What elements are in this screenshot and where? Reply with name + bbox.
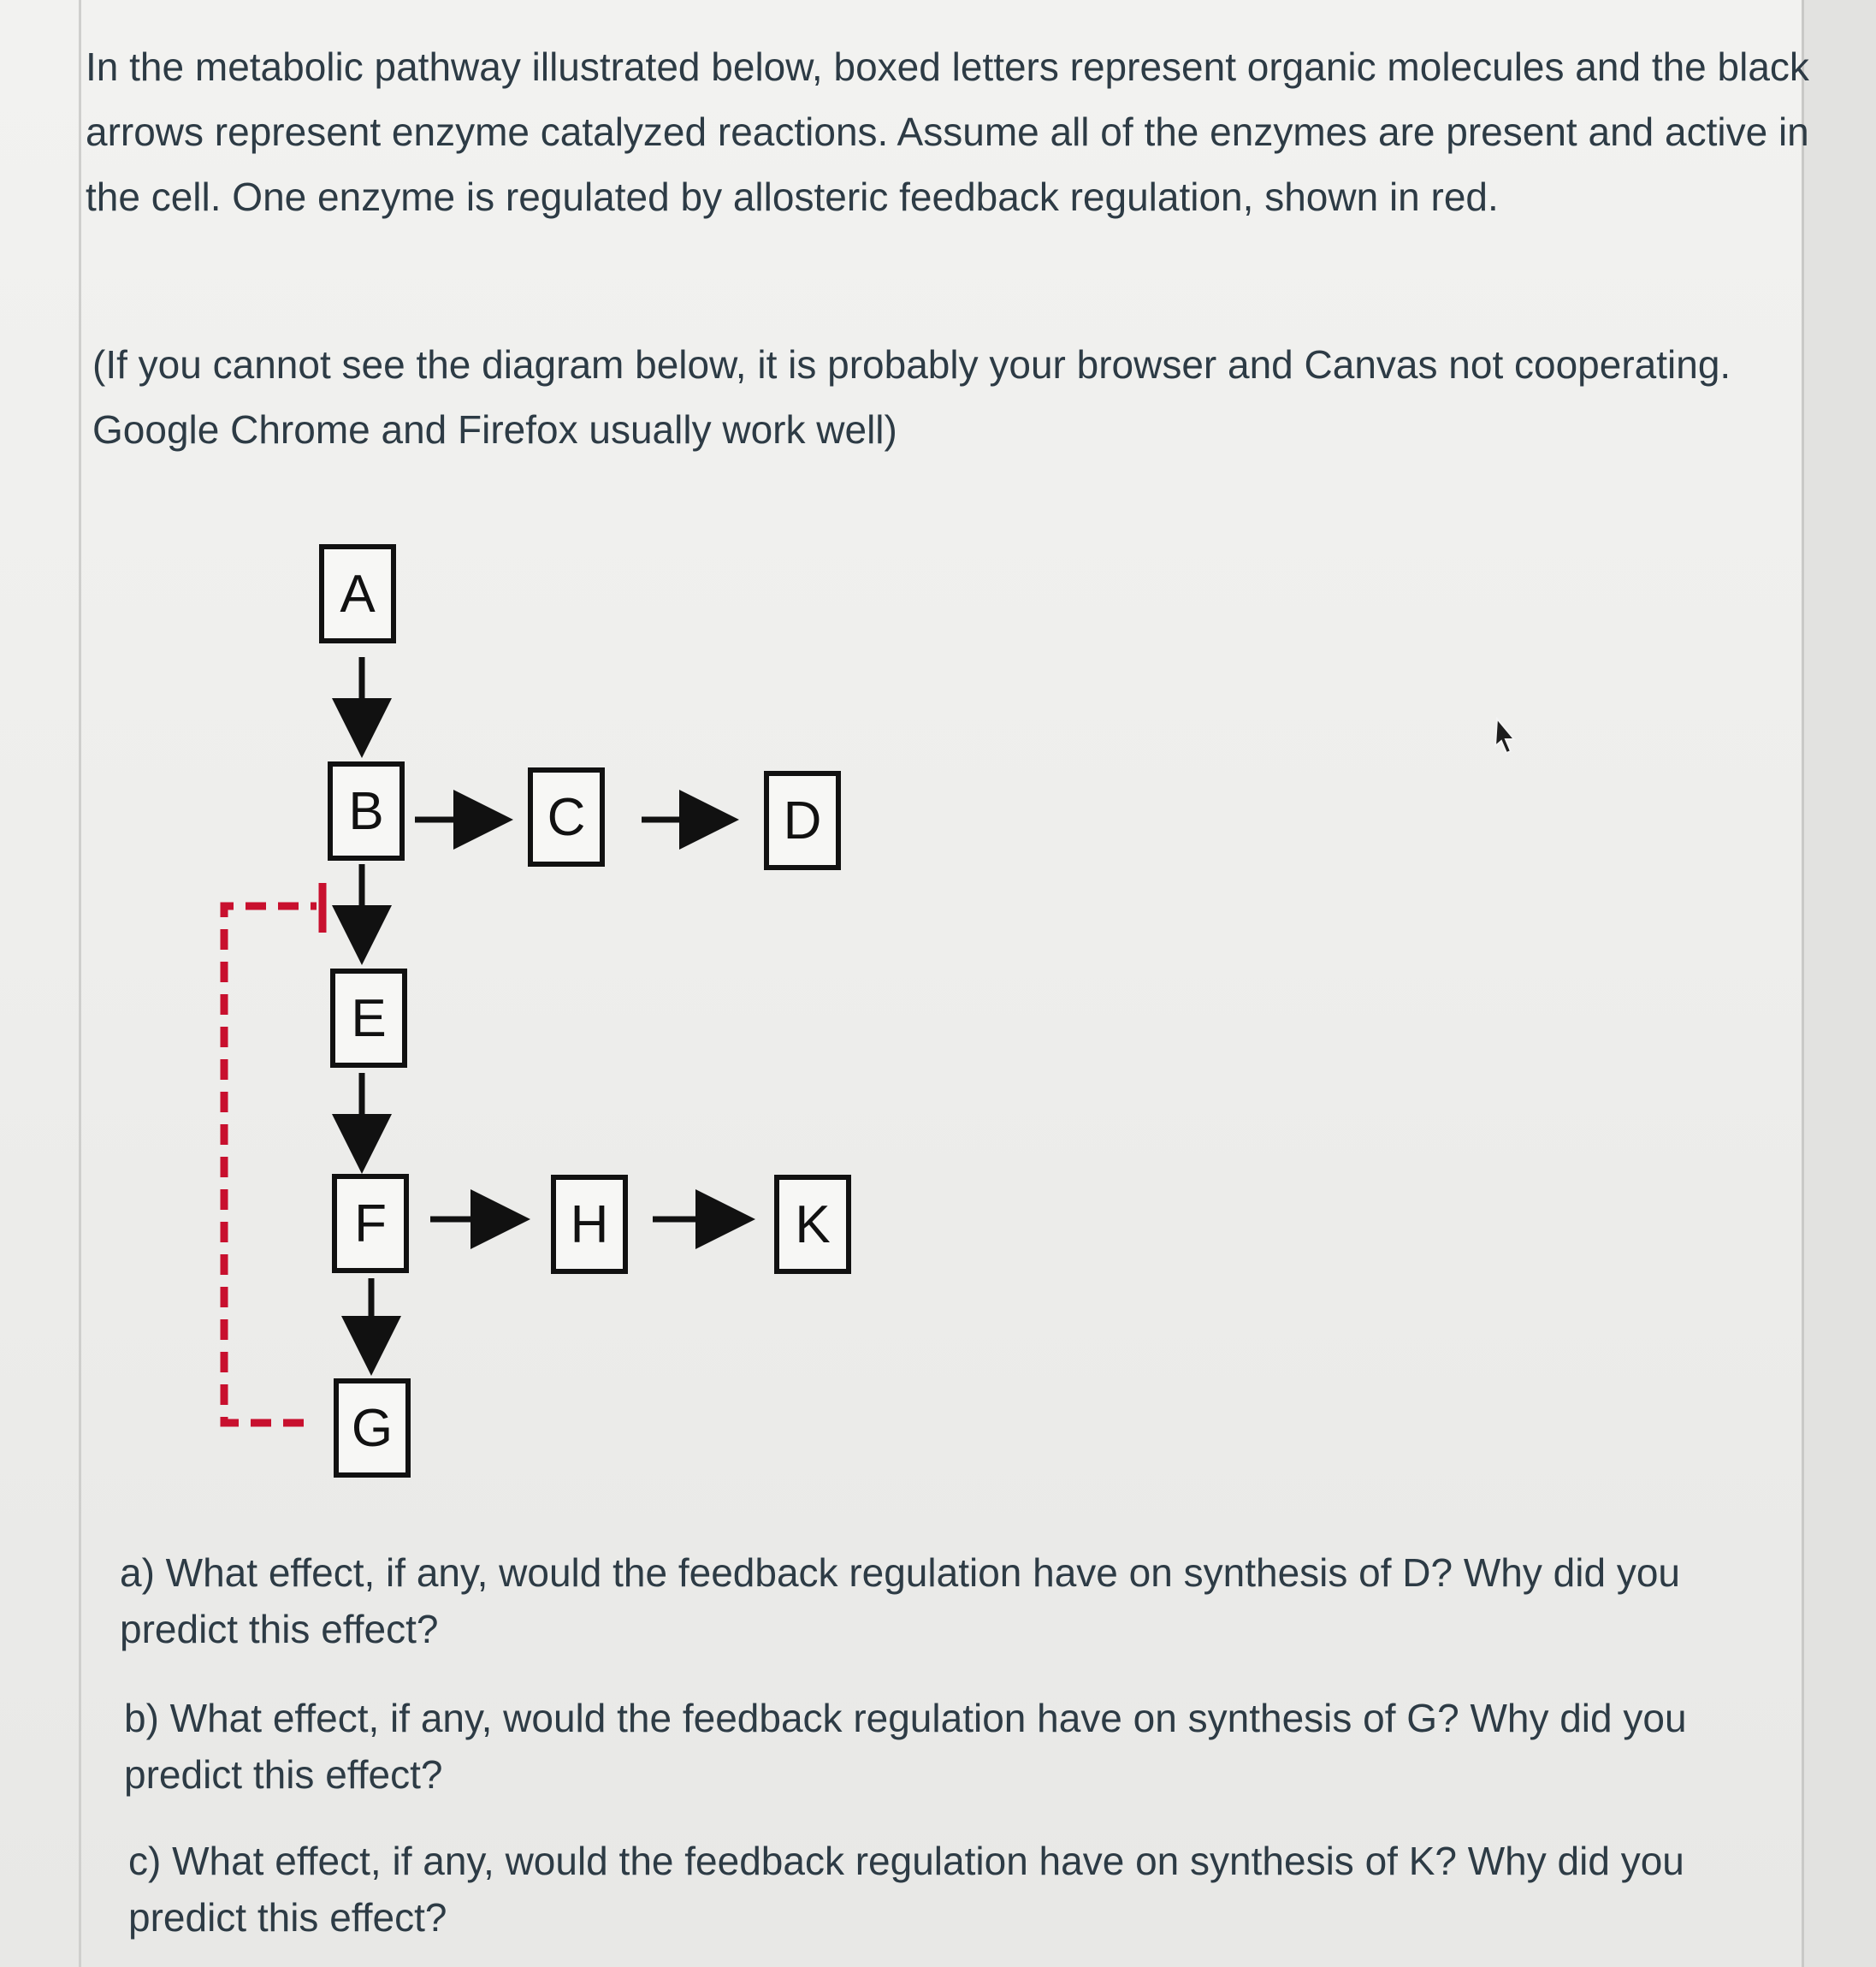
question-b-prefix: b) What effect, if any, would the feedback regulation have on synthesis of [124, 1696, 1407, 1740]
question-c-molecule: K [1408, 1839, 1435, 1883]
question-a-suffix: ? Why did you predict this effect? [120, 1550, 1681, 1651]
question-b-molecule: G [1406, 1696, 1438, 1740]
molecule-f-box: F [332, 1174, 409, 1273]
browser-note: (If you cannot see the diagram below, it is probably your browser and Canvas not cooperating. Google Chrome and Firefox usually work well) [92, 342, 1731, 452]
mouse-cursor-icon [1488, 717, 1523, 760]
feedback-inhibition-line [224, 906, 317, 1423]
molecule-d-box: D [764, 771, 841, 870]
molecule-a-box: A [319, 544, 396, 643]
question-c-prefix: c) What effect, if any, would the feedback regulation have on synthesis of [128, 1839, 1409, 1883]
molecule-b-box: B [328, 761, 405, 861]
molecule-h-box: H [551, 1175, 628, 1274]
question-b-suffix: ? Why did you predict this effect? [124, 1696, 1687, 1797]
question-c-suffix: ? Why did you predict this effect? [128, 1839, 1684, 1940]
molecule-e-box: E [330, 969, 407, 1068]
molecule-k-box: K [774, 1175, 851, 1274]
molecule-c-box: C [528, 767, 605, 867]
molecule-g-box: G [334, 1378, 411, 1478]
question-a-molecule: D [1402, 1550, 1431, 1595]
question-a-prefix: a) What effect, if any, would the feedback regulation have on synthesis of [120, 1550, 1403, 1595]
intro-paragraph: In the metabolic pathway illustrated below, boxed letters represent organic molecules and the black arrows represent enzyme catalyzed reactions. Assume all of the enzymes are present and active in the cell. One enzyme is regulated by allosteric feedback regulation, shown in red. [86, 44, 1809, 219]
